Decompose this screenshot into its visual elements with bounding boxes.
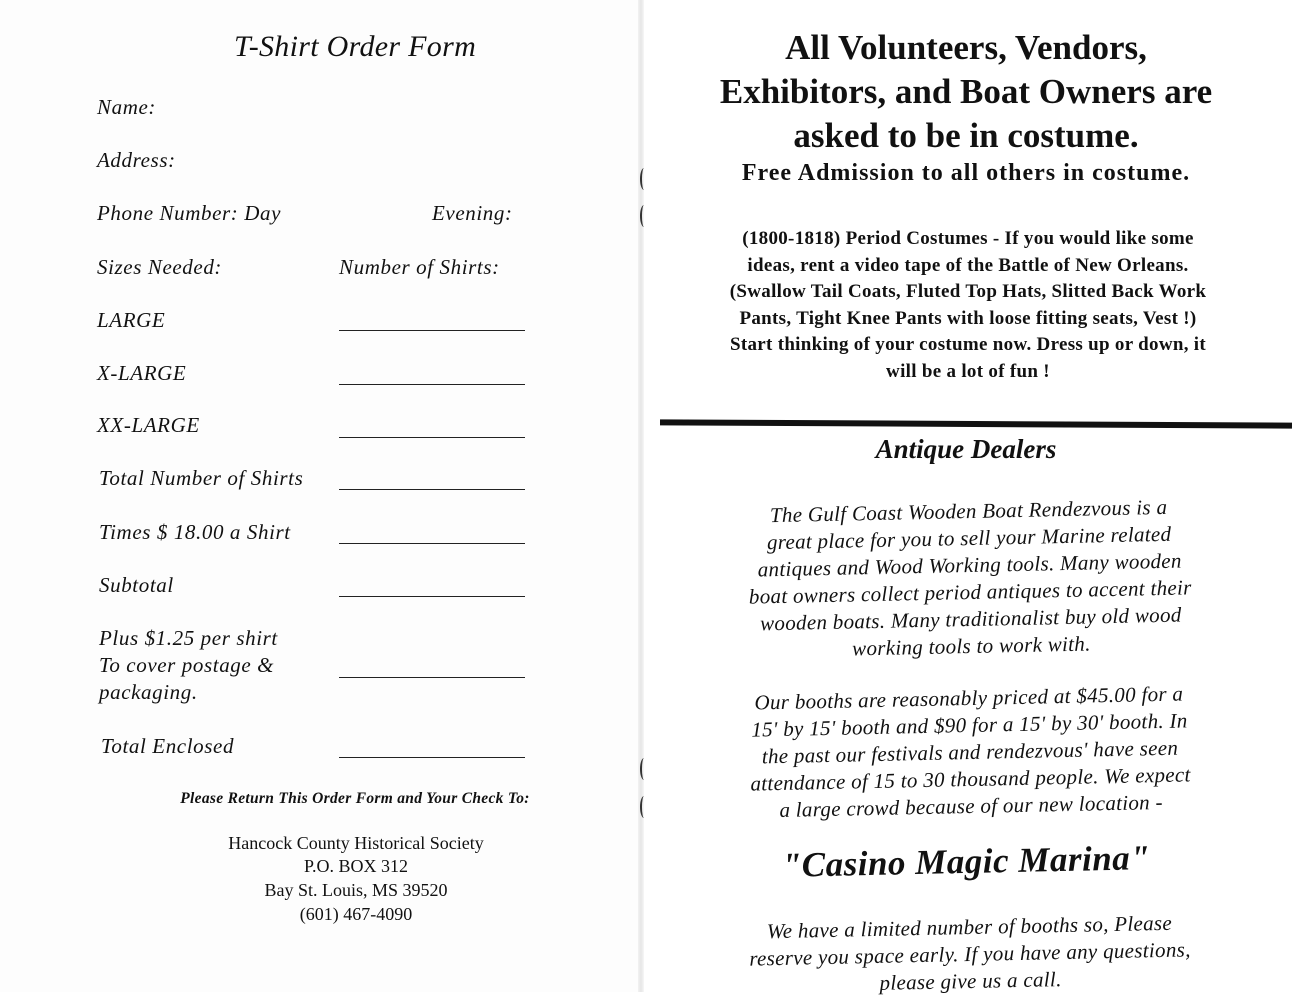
paragraph-line: attendance of 15 to 30 thousand people. We expect	[750, 762, 1191, 796]
antique-dealers-heading: Antique Dealers	[875, 434, 1057, 464]
total-enclosed-label: Total Enclosed	[101, 734, 235, 758]
headline-line-2: Exhibitors, and Boat Owners are	[719, 72, 1213, 111]
return-instructions: Please Return This Order Form and Your Check To:	[180, 790, 530, 807]
paragraph-line: working tools to work with.	[851, 631, 1091, 661]
free-admission-subheadline: Free Admission to all others in costume.	[741, 160, 1191, 186]
costume-line: ideas, rent a video tape of the Battle of New Orleans.	[747, 254, 1189, 276]
order-form-title: T-Shirt Order Form	[233, 30, 477, 63]
costume-line: will be a lot of fun !	[886, 360, 1050, 382]
size-xxlarge-blank	[339, 437, 525, 438]
name-label: Name:	[97, 95, 156, 119]
size-xlarge-blank	[339, 384, 525, 385]
address-label: Address:	[97, 148, 176, 172]
staple-mark	[640, 205, 648, 227]
dealers-paragraph-1	[698, 492, 1241, 665]
size-xxlarge-label: XX-LARGE	[97, 413, 200, 437]
paragraph-line: antiques and Wood Working tools. Many wooden	[757, 548, 1182, 582]
costume-line: (1800-1818) Period Costumes - If you would like some	[742, 228, 1194, 249]
casino-magic-marina-title: "Casino Magic Marina"	[781, 838, 1151, 885]
headline-line-1: All Volunteers, Vendors,	[785, 28, 1147, 67]
paragraph-line: boat owners collect period antiques to accent their	[748, 575, 1192, 609]
postage-line-3: packaging.	[99, 680, 198, 704]
dealers-paragraph-2	[699, 679, 1242, 825]
total-shirts-blank	[339, 489, 525, 490]
address-po-box: P.O. BOX 312	[303, 856, 409, 876]
postage-blank	[339, 677, 525, 678]
total-enclosed-blank	[339, 757, 525, 758]
size-large-label: LARGE	[97, 308, 166, 332]
paragraph-line: great place for you to sell your Marine related	[766, 521, 1172, 555]
phone-evening-label: Evening:	[432, 201, 513, 225]
staple-mark	[640, 168, 648, 190]
paragraph-line: wooden boats. Many traditionalist buy old wood	[759, 602, 1182, 636]
staple-mark	[640, 758, 648, 780]
address-org: Hancock County Historical Society	[228, 833, 484, 853]
phone-day-label: Phone Number: Day	[97, 201, 281, 225]
price-per-shirt-label: Times $ 18.00 a Shirt	[99, 520, 291, 544]
closing-paragraph	[699, 908, 1241, 1000]
price-per-shirt-blank	[339, 543, 525, 544]
size-xlarge-label: X-LARGE	[97, 361, 187, 385]
paragraph-line: a large crowd because of our new location -	[779, 789, 1164, 823]
paragraph-line: the past our festivals and rendezvous' have seen	[761, 735, 1179, 769]
costume-line: (Swallow Tail Coats, Fluted Top Hats, Slitted Back Work	[729, 281, 1207, 302]
costume-line: Pants, Tight Knee Pants with loose fitting seats, Vest !)	[739, 307, 1197, 329]
paragraph-line: reserve you space early. If you have any questions,	[749, 937, 1191, 971]
postage-line-2: To cover postage &	[99, 653, 275, 677]
paragraph-line: We have a limited number of booths so, Please	[766, 910, 1173, 944]
size-large-blank	[339, 330, 525, 331]
costume-line: Start thinking of your costume now. Dress up or down, it	[729, 334, 1207, 355]
paragraph-line: please give us a call.	[879, 967, 1062, 995]
address-phone: (601) 467-4090	[299, 904, 413, 924]
paragraph-line: The Gulf Coast Wooden Boat Rendezvous is a	[769, 494, 1168, 528]
total-shirts-label: Total Number of Shirts	[99, 466, 304, 490]
subtotal-label: Subtotal	[99, 573, 174, 597]
subtotal-blank	[339, 596, 525, 597]
number-of-shirts-label: Number of Shirts:	[339, 255, 500, 279]
costume-headline	[660, 26, 1272, 158]
address-city: Bay St. Louis, MS 39520	[264, 880, 448, 900]
headline-line-3: asked to be in costume.	[793, 116, 1139, 155]
sizes-needed-label: Sizes Needed:	[97, 255, 223, 279]
paragraph-line: 15' by 15' booth and $90 for a 15' by 30' booth. In	[751, 708, 1188, 742]
postage-line-1: Plus $1.25 per shirt	[99, 626, 278, 650]
paragraph-line: Our booths are reasonably priced at $45.00 for a	[754, 681, 1184, 715]
costume-description	[664, 226, 1272, 385]
